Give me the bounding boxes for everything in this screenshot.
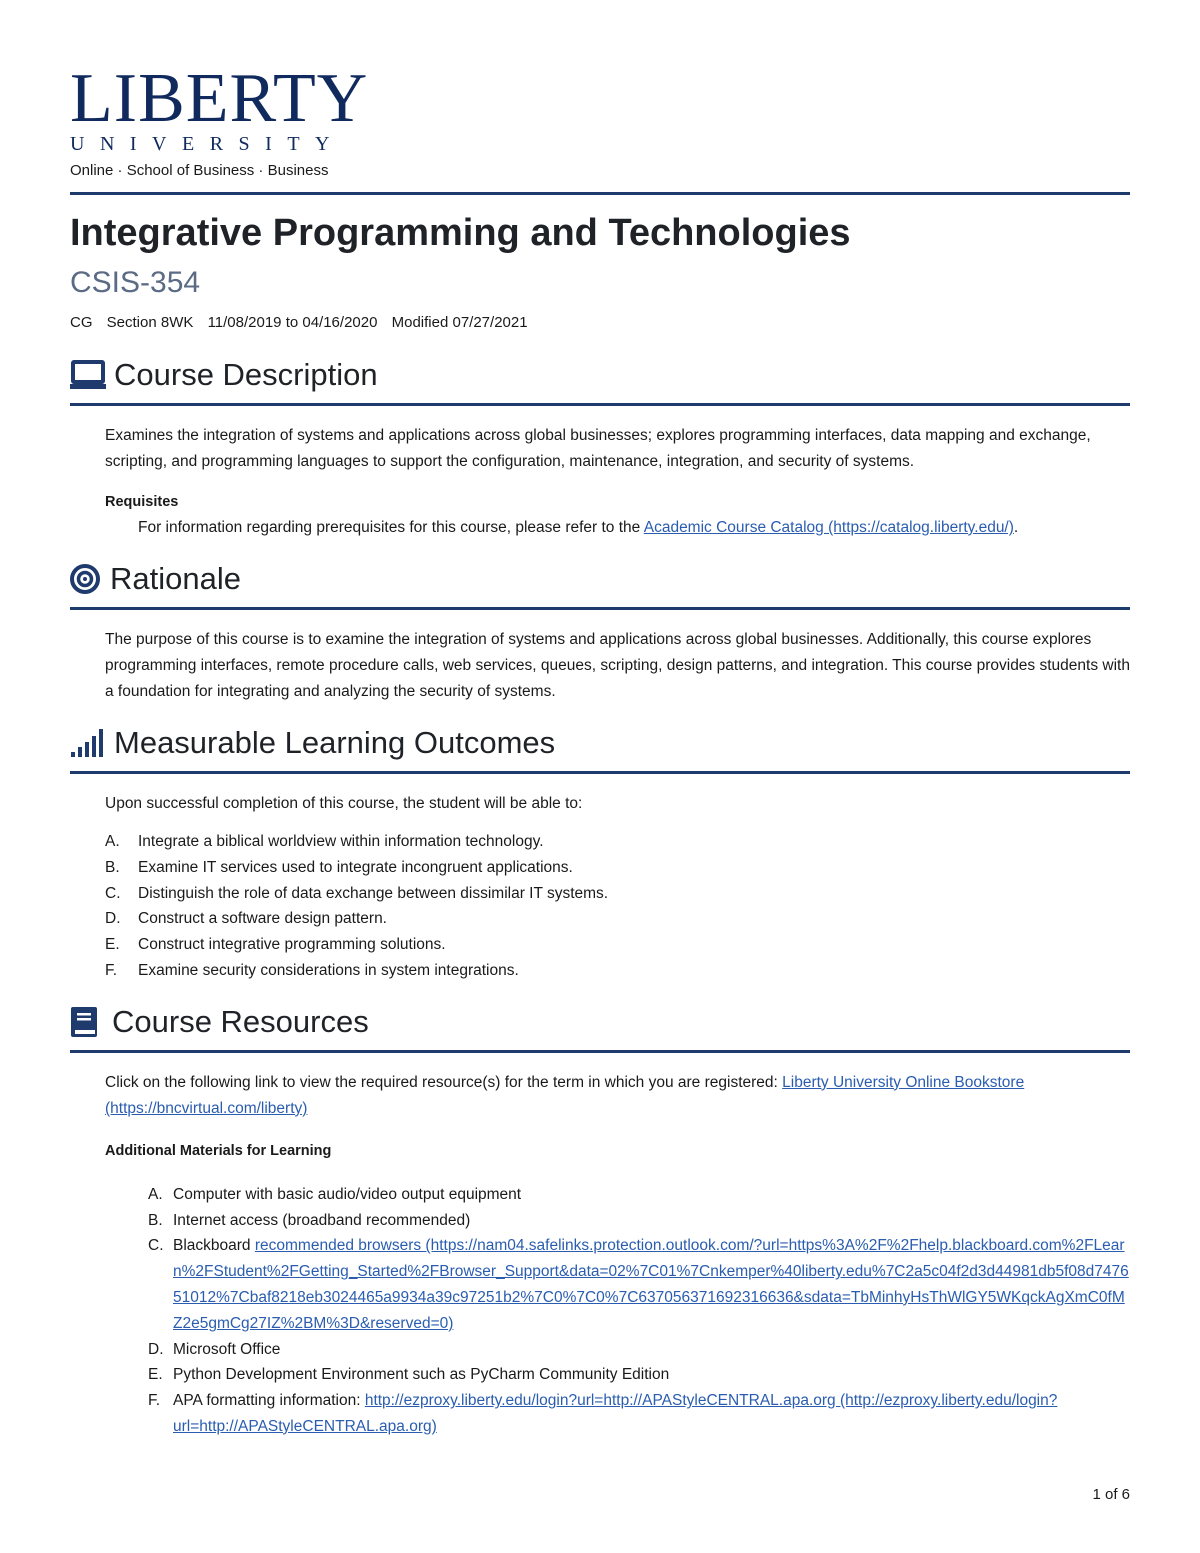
materials-list bbox=[105, 1182, 1130, 1440]
list-item: B. Examine IT services used to integrate incongruent applications. bbox=[105, 858, 573, 876]
list-item: E. Construct integrative programming solutions. bbox=[105, 936, 446, 954]
bookstore-link[interactable]: Liberty University Online Bookstore (https://bncvirtual.com/liberty) bbox=[105, 1073, 1025, 1117]
header-divider bbox=[70, 192, 1130, 195]
list-item: F. Examine security considerations in system integrations. bbox=[105, 961, 519, 979]
list-item: A. Computer with basic audio/video output equipment bbox=[148, 1185, 522, 1203]
meta-dates: 11/08/2019 to 04/16/2020 bbox=[207, 314, 378, 331]
section-learning-outcomes bbox=[70, 723, 1130, 774]
laptop-icon bbox=[70, 358, 106, 392]
academic-catalog-link[interactable]: Academic Course Catalog (https://catalog.liberty.edu/) bbox=[643, 519, 1014, 536]
resources-intro: Click on the following link to view the required resource(s) for the term in which you are registered: Liberty University Online Bookstore (https://bncvirtual.com/liberty) bbox=[105, 1073, 1025, 1117]
meta-modified: Modified 07/27/2021 bbox=[391, 314, 528, 331]
target-icon bbox=[70, 562, 102, 596]
outcomes-list bbox=[105, 829, 1130, 984]
liberty-logo bbox=[70, 60, 1130, 156]
signal-bars-icon bbox=[70, 726, 106, 760]
section-heading: Course Resources bbox=[112, 1003, 369, 1039]
list-item: B. Internet access (broadband recommended) bbox=[148, 1211, 471, 1229]
apa-style-link[interactable]: http://ezproxy.liberty.edu/login?url=http://APAStyleCENTRAL.apa.org (http://ezproxy.liberty.edu/login?url=http://APAStyleCENTRAL.apa.org) bbox=[173, 1392, 1058, 1435]
page-number: 1 of 6 bbox=[1092, 1486, 1130, 1503]
course-meta bbox=[70, 313, 1130, 333]
blackboard-browsers-link[interactable]: recommended browsers (https://nam04.safelinks.protection.outlook.com/?url=https%3A%2F%2Fhelp.blackboard.com%2FLearn%2FStudent%2FGetting_Started%2FBrowser_Support&data=02%7C01%7Cnkemper%40liberty.edu%7C2a5c04f2d3d44981db5f08d747651012%7Cbaf8218eb3024465a9934a39c97251b2%7C0%7C0%7C637056371692316636&sdata=TbMinhyHsThWlGY5WKqckAgXmC0fMZ2e5gmCg27IZ%2BM%3D&reserved=0) bbox=[173, 1237, 1129, 1332]
list-item: A. Integrate a biblical worldview within information technology. bbox=[105, 833, 544, 850]
section-heading: Measurable Learning Outcomes bbox=[114, 725, 556, 760]
list-item: F. APA formatting information: http://ezproxy.liberty.edu/login?url=http://APAStyleCENTRAL.apa.org (http://ezproxy.liberty.edu/login?url=http://APAStyleCENTRAL.apa.org) bbox=[148, 1392, 1058, 1435]
course-code: CSIS-354 bbox=[70, 266, 201, 299]
description-text: Examines the integration of systems and applications across global businesses; explores programming interfaces, data mapping and exchange, scripting, and programming languages to support the configuration, maintenance, integration, and security of systems. bbox=[105, 427, 1091, 470]
book-icon bbox=[70, 1005, 104, 1039]
section-heading: Course Description bbox=[114, 357, 378, 392]
section-rationale bbox=[70, 559, 1130, 610]
list-item: D. Microsoft Office bbox=[148, 1340, 281, 1358]
meta-campus: CG bbox=[70, 314, 93, 331]
section-heading: Rationale bbox=[110, 561, 241, 596]
course-title: Integrative Programming and Technologies bbox=[70, 212, 851, 254]
requisites-label: Requisites bbox=[105, 494, 179, 510]
logo-wordmark: LIBERTY bbox=[70, 60, 369, 137]
list-item: C. Distinguish the role of data exchange between dissimilar IT systems. bbox=[105, 884, 609, 902]
list-item: D. Construct a software design pattern. bbox=[105, 910, 387, 928]
additional-materials-label: Additional Materials for Learning bbox=[105, 1142, 332, 1159]
section-course-resources bbox=[70, 1002, 1130, 1053]
logo-subtitle: UNIVERSITY bbox=[70, 133, 345, 155]
outcomes-intro: Upon successful completion of this course, the student will be able to: bbox=[105, 795, 583, 812]
meta-section: Section 8WK bbox=[106, 314, 194, 331]
syllabus-page bbox=[70, 60, 1130, 1440]
section-course-description bbox=[70, 355, 1130, 406]
school-tagline: Online · School of Business · Business bbox=[70, 162, 329, 179]
list-item: C. Blackboard recommended browsers (https://nam04.safelinks.protection.outlook.com/?url=https%3A%2F%2Fhelp.blackboard.com%2FLearn%2FStudent%2FGetting_Started%2FBrowser_Support&data=02%7C01%7Cnkemper%40liberty.edu%7C2a5c04f2d3d44981db5f08d747651012%7Cbaf8218eb3024465a9934a39c97251b2%7C0%7C0%7C637056371692316636&sdata=TbMinhyHsThWlGY5WKqckAgXmC0fMZ2e5gmCg27IZ%2BM%3D&reserved=0) bbox=[148, 1237, 1129, 1332]
requisites-text: For information regarding prerequisites for this course, please refer to the Academic Course Catalog (https://catalog.liberty.edu/). bbox=[138, 519, 1019, 536]
rationale-text: The purpose of this course is to examine the integration of systems and applications across global businesses. Additionally, this course explores programming interfaces, remote procedure calls, web services, queues, scripting, design patterns, and integration. This course provides students with a foundation for integrating and analyzing the security of systems. bbox=[105, 631, 1130, 700]
list-item: E. Python Development Environment such as PyCharm Community Edition bbox=[148, 1366, 670, 1384]
